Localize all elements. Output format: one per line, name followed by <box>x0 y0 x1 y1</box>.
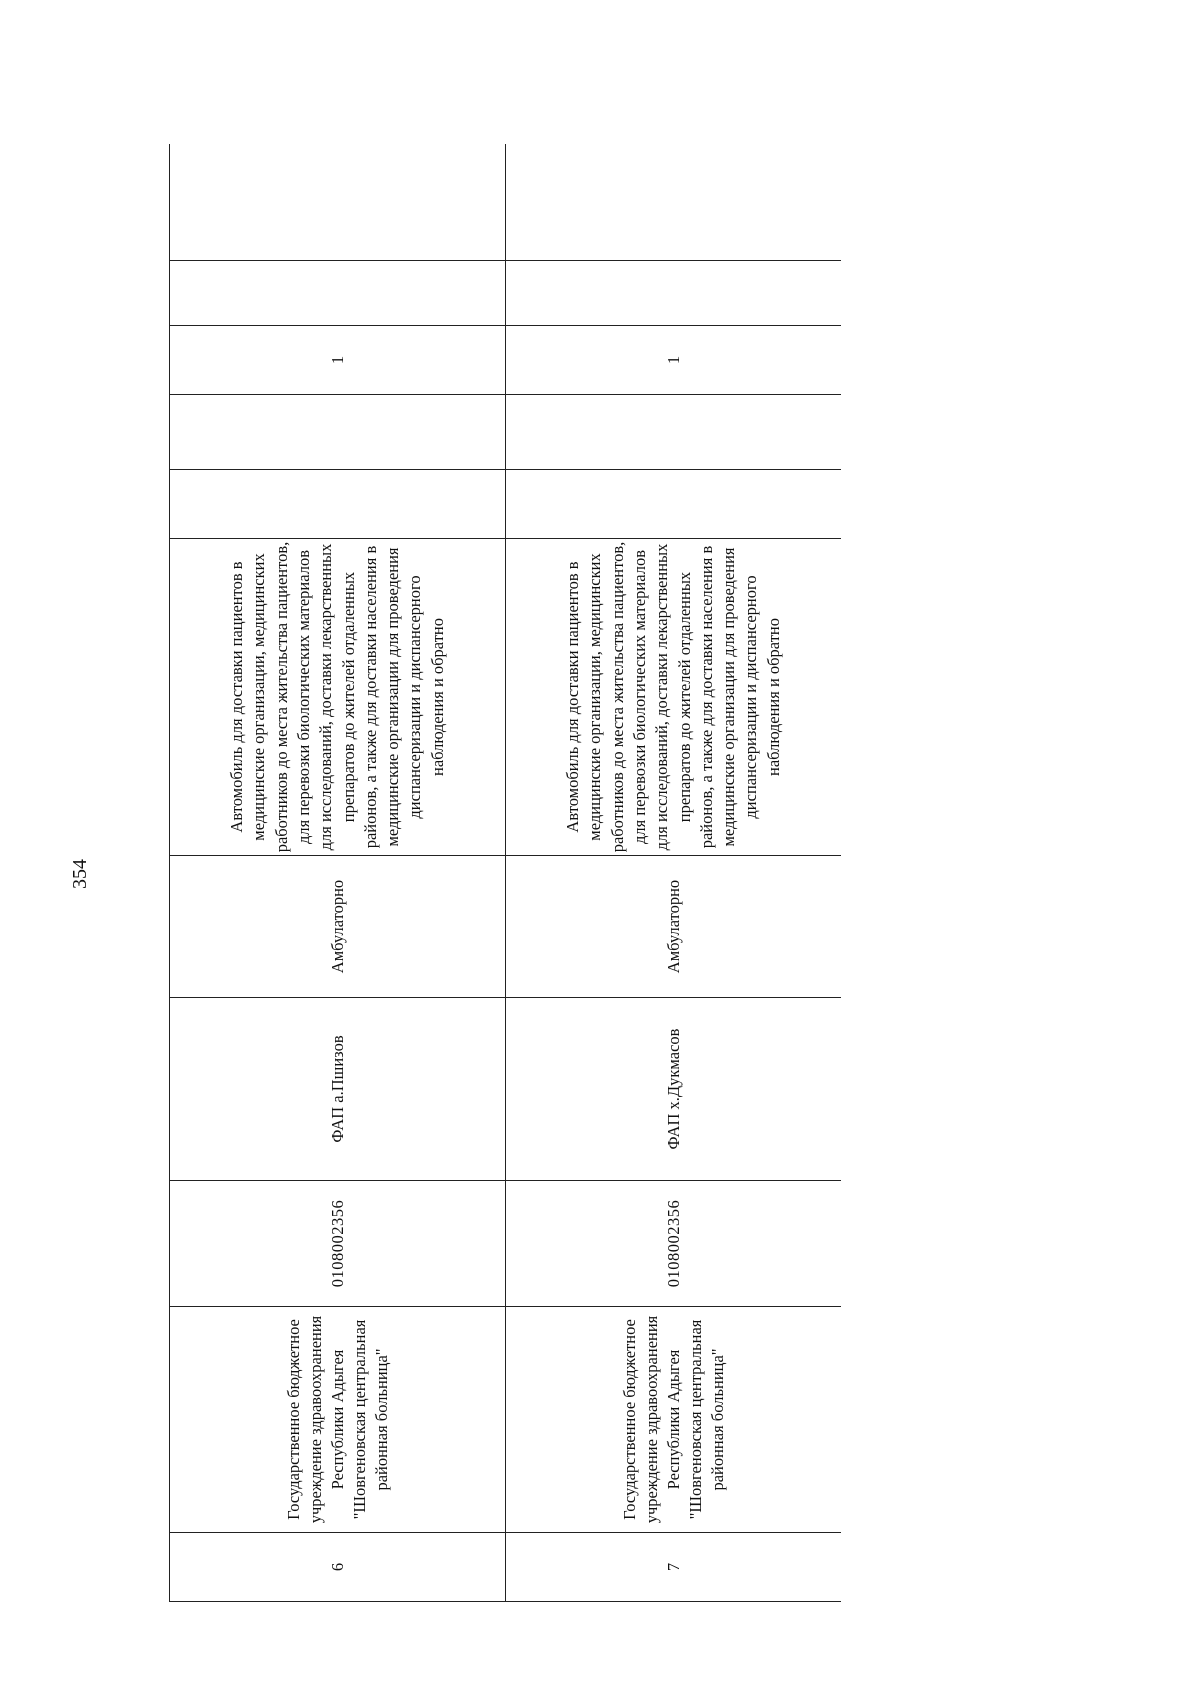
organization-code: 0108002356 <box>170 1181 506 1307</box>
organization-code: 0108002356 <box>506 1181 842 1307</box>
cell-col10 <box>170 261 506 326</box>
row-number: 7 <box>506 1533 842 1602</box>
organization-name: Государственное бюджетное учреждение здравоохранения Республики Адыгея "Шовгеновская центральная районная больница" <box>170 1307 506 1533</box>
cell-col7 <box>506 470 842 539</box>
cell-quantity: 1 <box>506 326 842 395</box>
cell-col11 <box>506 144 842 261</box>
cell-col8 <box>506 395 842 470</box>
cell-col8 <box>170 395 506 470</box>
row-number: 6 <box>170 1533 506 1602</box>
equipment-table <box>169 144 841 1602</box>
care-type: Амбулаторно <box>170 856 506 998</box>
cell-col10 <box>506 261 842 326</box>
unit-name: ФАП а.Пшизов <box>170 998 506 1181</box>
unit-name: ФАП х.Дукмасов <box>506 998 842 1181</box>
cell-col7 <box>170 470 506 539</box>
table-row <box>170 144 506 1602</box>
equipment-table-rotated <box>169 144 841 1602</box>
cell-quantity: 1 <box>170 326 506 395</box>
equipment-table-frame <box>169 144 841 1602</box>
organization-name: Государственное бюджетное учреждение здравоохранения Республики Адыгея "Шовгеновская центральная районная больница" <box>506 1307 842 1533</box>
care-type: Амбулаторно <box>506 856 842 998</box>
vehicle-description: Автомобиль для доставки пациентов в медицинские организации, медицинских работников до места жительства пациентов, для перевозки биологических материалов для исследований, доставки лекарственных препаратов до жителей отдаленных районов, а также для доставки населения в медицинские организации для проведения диспансеризации и диспансерного наблюдения и обратно <box>170 539 506 856</box>
page-number: 354 <box>69 859 91 889</box>
vehicle-description: Автомобиль для доставки пациентов в медицинские организации, медицинских работников до места жительства пациентов, для перевозки биологических материалов для исследований, доставки лекарственных препаратов до жителей отдаленных районов, а также для доставки населения в медицинские организации для проведения диспансеризации и диспансерного наблюдения и обратно <box>506 539 842 856</box>
table-row <box>506 144 842 1602</box>
cell-col11 <box>170 144 506 261</box>
